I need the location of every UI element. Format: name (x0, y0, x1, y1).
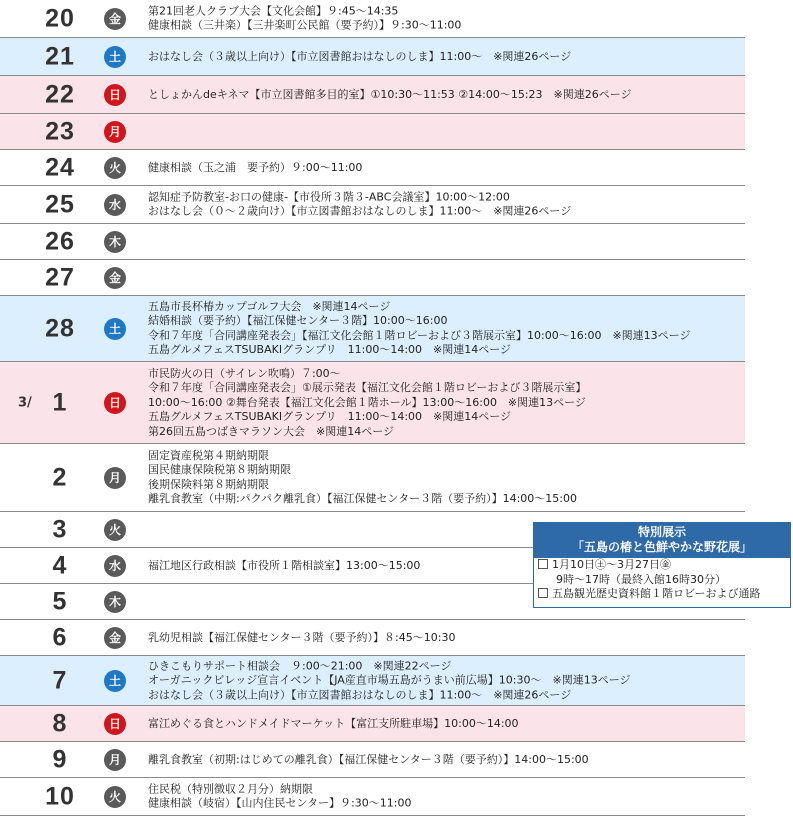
weekday-badge: 水 (104, 194, 126, 216)
event-item: 健康相談（三井楽）【三井楽町公民館（要予約）】９:30～11:00 (148, 18, 462, 32)
special-exhibit-subtitle: 「五島の椿と色鮮やかな野花展」 (571, 540, 752, 554)
calendar-row (0, 0, 745, 38)
day-number: 27 (45, 263, 75, 291)
exhibit-venue-line (534, 587, 790, 602)
calendar-row (0, 362, 745, 444)
event-list (148, 659, 745, 703)
event-item: 離乳食教室（中期:パクパク離乳食）【福江保健センター３階（要予約）】14:00～15:00 (148, 492, 578, 505)
day-number: 7 (52, 666, 68, 694)
exhibit-venue: 五島観光歴史資料館１階ロビーおよび通路 (552, 587, 761, 600)
calendar-row (0, 186, 745, 224)
day-number: 26 (45, 227, 75, 255)
calendar-row (0, 260, 745, 296)
event-list (148, 366, 745, 439)
day-number: 24 (45, 153, 75, 181)
calendar-row (0, 224, 745, 260)
event-item: 10:00～16:00 ②舞台発表【福江文化会館１階ホール】13:00～16:00 ※関連13ページ (148, 395, 586, 409)
calendar-row (0, 706, 745, 742)
event-list (148, 752, 745, 767)
event-list (148, 87, 745, 102)
event-item: としょかんdeキネマ【市立図書館多目的室】①10:30～11:53 ②14:00～15:23 ※関連26ページ (148, 87, 632, 101)
event-list (148, 449, 745, 507)
exhibit-period-line (534, 558, 790, 573)
weekday-badge: 木 (104, 231, 126, 253)
event-item: 健康相談（岐宿）【山内住民センター】９:30～11:00 (148, 796, 412, 810)
weekday-badge: 日 (104, 392, 126, 414)
calendar-row (0, 150, 745, 186)
day-number: 21 (45, 42, 75, 70)
event-item: 富江めぐる食とハンドメイドマーケット【富江支所駐車場】10:00～14:00 (148, 716, 519, 730)
event-item: 福江地区行政相談【市役所１階相談室】13:00～15:00 (148, 558, 421, 572)
event-item: 結婚相談（要予約）【福江保健センター３階】10:00～16:00 (148, 314, 448, 327)
event-item: ひきこもりサポート相談会 ９:00～21:00 ※関連22ページ (148, 658, 452, 672)
weekday-badge: 金 (104, 267, 126, 289)
event-item: 離乳食教室（初期:はじめての離乳食）【福江保健センター３階（要予約）】14:00～15:00 (148, 752, 589, 766)
weekday-badge: 火 (104, 157, 126, 179)
special-exhibit-box (533, 522, 791, 608)
day-number: 5 (52, 587, 68, 615)
calendar-icon (538, 559, 548, 569)
weekday-badge: 月 (104, 467, 126, 489)
weekday-badge: 火 (104, 786, 126, 808)
event-item: 五島グルメフェスTSUBAKIグランプリ 11:00～14:00 ※関連14ページ (148, 409, 512, 423)
calendar-row (0, 296, 745, 362)
event-item: 乳幼児相談【福江保健センター３階（要予約）】８:45～10:30 (148, 630, 456, 644)
event-list (148, 4, 745, 33)
event-list (148, 630, 745, 645)
day-number: 4 (52, 551, 68, 579)
calendar-row (0, 38, 745, 76)
event-item: おはなし会（０～２歳向け）【市立図書館おはなしのしま】11:00～ ※関連26ページ (148, 204, 572, 218)
event-list (148, 300, 745, 358)
calendar-row (0, 656, 745, 706)
building-icon (538, 588, 548, 598)
event-item: 住民税（特別徴収２月分）納期限 (148, 782, 313, 795)
event-item: 五島グルメフェスTSUBAKIグランプリ 11:00～14:00 ※関連14ページ (148, 343, 512, 356)
day-number: 2 (52, 463, 68, 491)
event-item: おはなし会（３歳以上向け）【市立図書館おはなしのしま】11:00～ ※関連26ページ (148, 687, 572, 701)
day-number: 25 (45, 190, 75, 218)
weekday-badge: 木 (104, 591, 126, 613)
event-item: 令和７年度「合同講座発表会」①展示発表【福江文化会館１階ロビーおよび３階展示室】 (148, 380, 587, 394)
special-exhibit-heading (534, 523, 790, 558)
month-label: 3/ (18, 395, 32, 410)
event-list (148, 49, 745, 64)
event-item: 健康相談（玉之浦 要予約）９:00～11:00 (148, 160, 363, 174)
event-list (148, 782, 745, 811)
event-item: 国民健康保険税第８期納期限 (148, 463, 291, 476)
weekday-badge: 火 (104, 519, 126, 541)
weekday-badge: 土 (104, 318, 126, 340)
weekday-badge: 日 (104, 84, 126, 106)
calendar-row (0, 778, 745, 816)
day-number: 22 (45, 80, 75, 108)
calendar-row (0, 620, 745, 656)
weekday-badge: 月 (104, 749, 126, 771)
calendar-row (0, 742, 745, 778)
event-item: 後期保険料第８期納期限 (148, 477, 269, 491)
exhibit-period: 1月10日㊏～3月27日㊎ (552, 558, 671, 571)
event-item: 市民防火の日（サイレン吹鳴）７:00～ (148, 366, 341, 380)
day-number: 1 (52, 388, 68, 416)
event-item: 認知症予防教室-お口の健康-【市役所３階３-ABC会議室】10:00～12:00 (148, 190, 510, 203)
event-item: 令和７年度「合同講座発表会」【福江文化会館１階ロビーおよび３階展示室】10:00～16:00 ※関連13ページ (148, 328, 691, 342)
day-number: 3 (52, 515, 68, 543)
event-item: 五島市長杯椿カップゴルフ大会 ※関連14ページ (148, 299, 391, 313)
special-exhibit-title: 特別展示 (637, 525, 686, 539)
weekday-badge: 土 (104, 46, 126, 68)
calendar-row (0, 114, 745, 150)
calendar-row (0, 76, 745, 114)
event-item: 第26回五島つばきマラソン大会 ※関連14ページ (148, 424, 394, 438)
weekday-badge: 金 (104, 627, 126, 649)
weekday-badge: 土 (104, 670, 126, 692)
day-number: 20 (45, 4, 75, 32)
event-list (148, 716, 745, 731)
day-number: 9 (52, 745, 68, 773)
event-item: オーガニックビレッジ宣言イベント【JA産直市場五島がうまい前広場】10:30～ ※関連13ページ (148, 673, 631, 687)
day-number: 10 (45, 782, 75, 810)
weekday-badge: 日 (104, 713, 126, 735)
event-item: 固定資産税第４期納期限 (148, 448, 269, 462)
event-item: 第21回老人クラブ大会【文化会館】９:45～14:35 (148, 4, 399, 17)
day-number: 8 (52, 709, 68, 737)
day-number: 28 (45, 314, 75, 342)
weekday-badge: 金 (104, 8, 126, 30)
weekday-badge: 水 (104, 555, 126, 577)
event-list (148, 160, 745, 175)
day-number: 23 (45, 117, 75, 145)
weekday-badge: 月 (104, 121, 126, 143)
event-list (148, 190, 745, 219)
exhibit-hours: 9時～17時（最終入館16時30分） (556, 572, 726, 586)
day-number: 6 (52, 623, 68, 651)
event-item: おはなし会（３歳以上向け）【市立図書館おはなしのしま】11:00～ ※関連26ページ (148, 49, 572, 63)
calendar-row (0, 444, 745, 512)
